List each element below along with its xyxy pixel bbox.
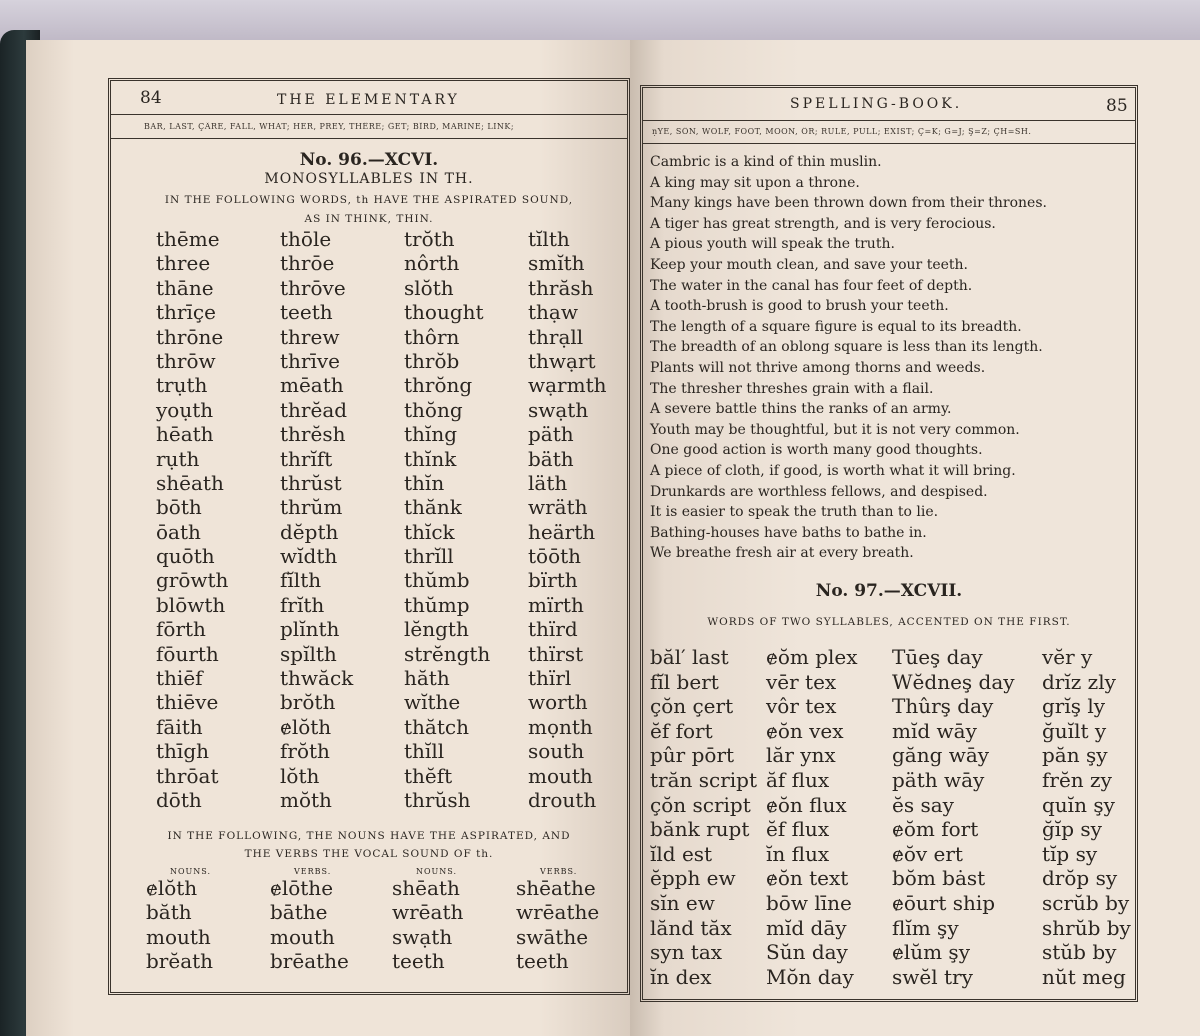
two-syllable-word: nŭt meg xyxy=(1042,964,1126,989)
th-word: thrăsh xyxy=(528,275,594,300)
two-syllable-word: pûr pōrt xyxy=(650,743,735,768)
two-syllable-word: tĭp sy xyxy=(1042,841,1098,866)
sentence-line: Many kings have been thrown down from their thrones. xyxy=(650,195,1047,212)
lesson-96-title: No. 96.—XCVI. xyxy=(299,150,439,170)
two-syllable-word: ɇlŭm şy xyxy=(892,940,970,965)
th-word: drouth xyxy=(528,787,597,812)
th-word: lŏth xyxy=(280,763,320,788)
two-syllable-word: ɇŏv ert xyxy=(892,841,963,866)
th-word: threw xyxy=(280,324,340,349)
right-page-number: 85 xyxy=(1106,96,1128,116)
right-key-rule xyxy=(643,143,1135,144)
th-word: thĭn xyxy=(404,470,445,495)
th-word: mouth xyxy=(528,763,593,788)
th-word: thătch xyxy=(404,714,469,739)
th-word: thĕft xyxy=(404,763,453,788)
th-word: thrĭll xyxy=(404,544,454,569)
th-word: nôrth xyxy=(404,251,460,276)
th-word: fōurth xyxy=(156,641,219,666)
th-word: wạrmth xyxy=(528,373,607,398)
sentence-line: The thresher threshes grain with a flail. xyxy=(650,380,934,397)
two-syllable-word: sĭn ew xyxy=(650,890,715,915)
two-syllable-word: ɇŏm fort xyxy=(892,817,979,842)
two-syllable-word: drŏp sy xyxy=(1042,866,1118,891)
two-syllable-word: ɇŏn text xyxy=(766,866,849,891)
th-word: worth xyxy=(528,690,588,715)
th-word: fōrth xyxy=(156,617,206,642)
th-word: thŭmb xyxy=(404,568,470,593)
two-syllable-word: bănk rupt xyxy=(650,817,750,842)
th-word: thĭll xyxy=(404,739,445,764)
th-word: bïrth xyxy=(528,568,578,593)
sentence-line: A severe battle thins the ranks of an army. xyxy=(650,401,952,418)
th-word: thrĕad xyxy=(280,397,348,422)
th-word: fĭlth xyxy=(280,568,322,593)
noun-verb-word: shēath xyxy=(392,876,460,900)
right-running-head: SPELLING-BOOK. xyxy=(790,96,963,112)
th-word: thănk xyxy=(404,495,462,520)
right-key-line: ṇYE, SÔN, WOLF, FOOT, MOON, ÔR; RULE, PULL; EXIST; Ç=K; Ġ=J; Ş=Z; ÇH=SH. xyxy=(652,127,1032,136)
th-word: wĭdth xyxy=(280,544,338,569)
sentence-line: A pious youth will speak the truth. xyxy=(650,236,895,253)
two-syllable-word: băl′ last xyxy=(650,645,729,669)
th-word: thrŭsh xyxy=(404,787,471,812)
th-word: thwăck xyxy=(280,666,354,691)
sentence-line: One good action is worth many good thoughts. xyxy=(650,442,983,459)
two-syllable-word: ĕf flux xyxy=(766,817,830,842)
th-word: thiēve xyxy=(156,690,219,715)
th-word: three xyxy=(156,251,211,276)
left-key-line: BÄR, LÄST, ÇÂRE, FALL, WHAT; HẼR, PREY, THÊRE; ĜET; BÎRD, MARÏNE; LINK; xyxy=(144,122,515,131)
th-word: thrōne xyxy=(156,324,224,349)
two-syllable-word: ğĭp sy xyxy=(1042,817,1102,842)
noun-verb-word: bāthe xyxy=(270,900,328,925)
two-syllable-word: quĭn şy xyxy=(1042,792,1115,817)
two-syllable-word: flĭm şy xyxy=(892,915,959,940)
two-syllable-word-table xyxy=(650,645,1136,989)
two-syllable-word: păn şy xyxy=(1042,743,1108,768)
two-syllable-word: ɇŏn flux xyxy=(766,792,847,817)
noun-verb-word: wrēath xyxy=(392,900,464,925)
th-word: brŏth xyxy=(280,690,336,715)
two-syllable-word: bōw līne xyxy=(766,890,852,915)
th-word: dĕpth xyxy=(280,519,339,544)
noun-verb-word: teeth xyxy=(516,949,569,974)
th-word: thiēf xyxy=(156,666,203,691)
sentence-line: The length of a square figure is equal to its breadth. xyxy=(650,318,1022,335)
th-word: thïrst xyxy=(528,641,584,666)
two-syllable-word: fĭl bert xyxy=(650,669,719,694)
th-word: mïrth xyxy=(528,592,584,617)
th-word: frŏth xyxy=(280,739,330,764)
lesson-96-instruction-3: IN THE FOLLOWING, THE NOUNS HAVE THE ASPIRATED, AND xyxy=(167,830,571,842)
th-word: läth xyxy=(528,470,568,495)
th-word: ōath xyxy=(156,519,201,544)
th-word: thōle xyxy=(280,227,332,251)
two-syllable-word: stŭb by xyxy=(1042,940,1117,965)
noun-verb-word: băth xyxy=(146,900,192,925)
th-word: spĭlth xyxy=(280,641,337,666)
th-word: south xyxy=(528,739,585,764)
th-word: thēme xyxy=(156,227,220,251)
two-syllable-word: Mŏn day xyxy=(766,964,854,989)
th-word: tĭlth xyxy=(528,227,570,251)
sentence-line: Cambric is a kind of thin muslin. xyxy=(650,154,882,170)
two-syllable-word: syn tax xyxy=(650,940,723,965)
sentence-list xyxy=(650,152,1130,564)
th-word: swạth xyxy=(528,397,589,422)
th-word: frĭth xyxy=(280,592,325,617)
right-head-rule xyxy=(643,120,1135,121)
th-word: grōwth xyxy=(156,568,229,593)
two-syllable-word: bŏm bȧst xyxy=(892,866,986,891)
th-word: bōth xyxy=(156,495,202,520)
sentence-line: A piece of cloth, if good, is worth what it will bring. xyxy=(650,462,1016,479)
th-word: thrōve xyxy=(280,275,346,300)
th-word: thrŏng xyxy=(404,373,473,398)
th-word: thïrl xyxy=(528,666,572,691)
two-syllable-word: çŏn script xyxy=(650,792,751,817)
th-word: thôrn xyxy=(404,324,460,349)
two-syllable-word: frĕn zy xyxy=(1042,767,1112,792)
th-word: thāne xyxy=(156,275,214,300)
th-word: päth xyxy=(528,422,574,447)
noun-verb-table xyxy=(146,867,616,974)
th-word: rụth xyxy=(156,446,200,471)
th-word: thĭng xyxy=(404,422,457,447)
th-word: heärth xyxy=(528,519,596,544)
sentence-line: Keep your mouth clean, and save your teeth. xyxy=(650,256,968,273)
th-word: mēath xyxy=(280,373,344,398)
two-syllable-word: ĕf fort xyxy=(650,718,713,743)
two-syllable-word: grĭş ly xyxy=(1042,694,1106,719)
sentence-line: Youth may be thoughtful, but it is not very common. xyxy=(650,421,1020,438)
two-syllable-word: ĭn dex xyxy=(650,964,712,989)
two-syllable-word: lănd tăx xyxy=(650,915,732,940)
noun-verb-word: ɇlōthe xyxy=(270,876,334,900)
sentence-line: Drunkards are worthless fellows, and despised. xyxy=(650,483,988,500)
th-word: thrŏb xyxy=(404,348,460,373)
two-syllable-word: ĕs say xyxy=(892,792,954,817)
sentence-line: A king may sit upon a throne. xyxy=(650,174,860,191)
noun-verb-header: VERBS. xyxy=(294,867,332,876)
sentence-line: Plants will not thrive among thorns and weeds. xyxy=(650,359,986,376)
noun-verb-header: NOUNS. xyxy=(170,867,212,876)
two-syllable-word: Sŭn day xyxy=(766,940,848,965)
sentence-line: The water in the canal has four feet of depth. xyxy=(650,277,973,294)
left-running-head: THE ELEMENTARY xyxy=(277,92,460,108)
noun-verb-word: ɇlŏth xyxy=(146,876,198,900)
th-word: thŏng xyxy=(404,397,463,422)
th-word: thrōw xyxy=(156,348,216,373)
two-syllable-word: ɇŏn vex xyxy=(766,718,844,743)
th-word: thought xyxy=(404,300,484,325)
sentence-line: Bathing-houses have baths to bathe in. xyxy=(650,524,927,541)
th-word: thrōat xyxy=(156,763,219,788)
left-page-number: 84 xyxy=(140,88,162,108)
two-syllable-word: çŏn çert xyxy=(650,694,734,719)
sentence-line: It is easier to speak the truth than to lie. xyxy=(650,504,939,521)
noun-verb-word: mouth xyxy=(270,924,335,949)
two-syllable-word: trăn script xyxy=(650,767,758,792)
two-syllable-word: Thûrş day xyxy=(892,694,994,719)
th-word: shēath xyxy=(156,470,224,495)
two-syllable-word: găng wāy xyxy=(892,743,990,768)
th-word: strĕngth xyxy=(404,641,491,666)
lesson-97-instruction: WORDS OF TWO SYLLABLES, ACCENTED ON THE FIRST. xyxy=(707,616,1071,628)
lesson-96-subtitle: MONOSYLLABLES IN TH. xyxy=(264,171,474,187)
th-word: ɇlŏth xyxy=(280,714,332,739)
sentence-line: The breadth of an oblong square is less than its length. xyxy=(650,339,1043,356)
th-word: thïrd xyxy=(528,617,578,642)
sentence-line: A tiger has great strength, and is very ferocious. xyxy=(650,215,996,232)
two-syllable-word: vôr tex xyxy=(766,694,837,719)
th-word: lĕngth xyxy=(404,617,469,642)
two-syllable-word: swĕl try xyxy=(892,964,973,989)
th-word: thrĕsh xyxy=(280,422,346,447)
two-syllable-word: ĭld est xyxy=(650,841,713,866)
th-word: wräth xyxy=(528,495,588,520)
th-word: mọnth xyxy=(528,714,593,739)
lesson-96-instruction-4: THE VERBS THE VOCAL SOUND OF th. xyxy=(244,848,494,860)
th-word: thwạrt xyxy=(528,348,596,373)
th-word: mŏth xyxy=(280,787,332,812)
two-syllable-word: ğuĭlt y xyxy=(1042,718,1107,743)
th-word: thrạll xyxy=(528,324,584,349)
th-word: thạw xyxy=(528,300,578,325)
noun-verb-header: NOUNS. xyxy=(416,867,458,876)
th-word: thrĭft xyxy=(280,446,333,471)
th-word: thrōe xyxy=(280,251,335,276)
noun-verb-word: swạth xyxy=(392,924,453,949)
th-word: thĭck xyxy=(404,519,455,544)
th-word: blōwth xyxy=(156,592,226,617)
th-word: teeth xyxy=(280,300,333,325)
noun-verb-header: VERBS. xyxy=(540,867,578,876)
lesson-96-instruction-1: IN THE FOLLOWING WORDS, th HAVE THE ASPIRATED SOUND, xyxy=(164,194,574,206)
th-word: thrŭm xyxy=(280,495,343,520)
lesson-97-title: No. 97.—XCVII. xyxy=(815,581,963,601)
noun-verb-word: mouth xyxy=(146,924,211,949)
two-syllable-word: mĭd dāy xyxy=(766,915,847,940)
th-word: fāith xyxy=(156,714,203,739)
th-word: tōōth xyxy=(528,544,582,569)
th-word: bäth xyxy=(528,446,574,471)
two-syllable-word: ɇŏm plex xyxy=(766,645,858,669)
th-word: smĭth xyxy=(528,251,585,276)
two-syllable-word: shrŭb by xyxy=(1042,915,1131,940)
sentence-line: A tooth-brush is good to brush your teeth. xyxy=(650,298,949,315)
two-syllable-word: scrŭb by xyxy=(1042,890,1130,915)
two-syllable-word: ĕpph ew xyxy=(650,866,736,891)
th-word: thĭnk xyxy=(404,446,457,471)
two-syllable-word: Tūeş day xyxy=(892,645,983,669)
noun-verb-word: wrēathe xyxy=(516,900,600,925)
left-head-rule xyxy=(111,114,627,115)
th-word: dōth xyxy=(156,787,202,812)
two-syllable-word: Wĕdneş day xyxy=(892,669,1015,694)
th-word: thīgh xyxy=(156,739,209,764)
two-syllable-word: ăf flux xyxy=(766,767,830,792)
noun-verb-word: teeth xyxy=(392,949,445,974)
two-syllable-word: ɇōurt ship xyxy=(892,890,996,915)
sentence-line: We breathe fresh air at every breath. xyxy=(650,545,914,562)
th-word: yoụth xyxy=(156,397,214,422)
two-syllable-word: drĭz zly xyxy=(1042,669,1116,694)
th-word: slŏth xyxy=(404,275,454,300)
th-word: hēath xyxy=(156,422,214,447)
th-word: thrīçe xyxy=(156,300,216,325)
th-word: hăth xyxy=(404,666,450,691)
th-word: thŭmp xyxy=(404,592,470,617)
noun-verb-word: swāthe xyxy=(516,924,589,949)
th-word: plĭnth xyxy=(280,617,340,642)
th-word: trŏth xyxy=(404,227,455,251)
two-syllable-word: lăr ynx xyxy=(766,743,836,768)
th-word: trụth xyxy=(156,373,208,398)
two-syllable-word: päth wāy xyxy=(892,767,985,792)
two-syllable-word: mĭd wāy xyxy=(892,718,977,743)
th-word-table xyxy=(156,227,622,812)
two-syllable-word: vēr tex xyxy=(766,669,837,694)
two-syllable-word: ĭn flux xyxy=(766,841,830,866)
th-word: thrŭst xyxy=(280,470,342,495)
two-syllable-word: vĕr y xyxy=(1042,645,1093,669)
lesson-96-instruction-2: AS IN THINK, THIN. xyxy=(304,213,434,225)
th-word: quōth xyxy=(156,544,215,569)
th-word: thrīve xyxy=(280,348,341,373)
noun-verb-word: brēathe xyxy=(270,949,349,974)
th-word: wĭthe xyxy=(404,690,461,715)
noun-verb-word: shēathe xyxy=(516,876,596,900)
noun-verb-word: brĕath xyxy=(146,949,214,974)
left-key-rule xyxy=(111,138,627,139)
